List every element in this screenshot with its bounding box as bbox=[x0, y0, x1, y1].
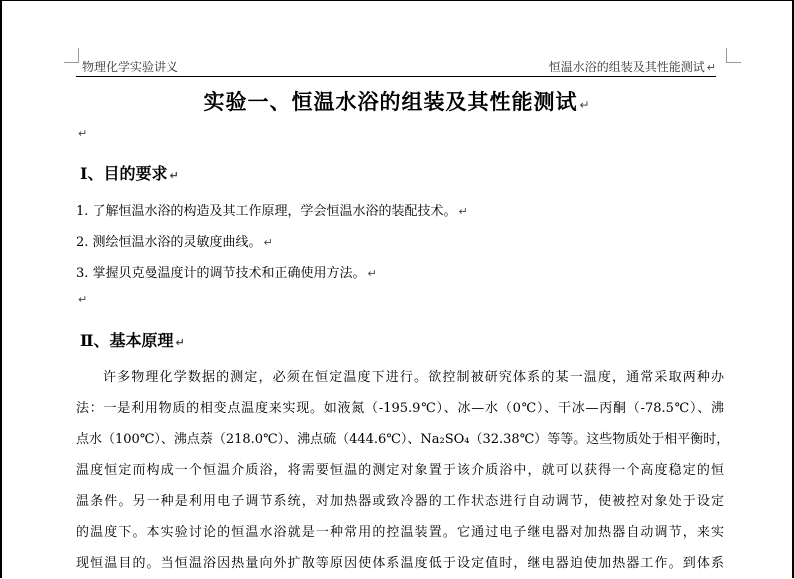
paragraph-mark: ↵ bbox=[78, 293, 88, 306]
section-heading-text: Ⅰ、目的要求 bbox=[80, 164, 168, 183]
document-title bbox=[0, 86, 794, 116]
page-border-top bbox=[0, 0, 794, 1]
paragraph-mark: ↵ bbox=[367, 267, 377, 280]
document-title-text: 实验一、恒温水浴的组装及其性能测试 bbox=[203, 89, 578, 114]
section-heading-text: Ⅱ、基本原理 bbox=[80, 331, 174, 350]
list-item-text: 1. 了解恒温水浴的构造及其工作原理，学会恒温水浴的装配技术。 bbox=[76, 204, 457, 219]
body-line: 法：一是利用物质的相变点温度来实现。如液氮（-195.9℃）、冰—水（0℃）、干冰—丙酮（-78.5℃）、沸 bbox=[76, 401, 724, 416]
header-left-text: 物理化学实验讲义 bbox=[82, 60, 179, 74]
paragraph-mark: ↵ bbox=[78, 127, 88, 140]
section-heading-principles bbox=[80, 328, 185, 351]
body-line: 点水（100℃）、沸点萘（218.0℃）、沸点硫（444.6℃）、Na₂SO₄（32.38℃）等等。这些物质处于相平衡时， bbox=[76, 432, 730, 447]
list-item bbox=[76, 231, 273, 250]
body-line: 的温度下。本实验讨论的恒温水浴就是一种常用的控温装置。它通过电子继电器对加热器自动调节，来实 bbox=[76, 525, 724, 540]
paragraph-mark: ↵ bbox=[175, 336, 185, 349]
list-item bbox=[76, 200, 468, 219]
header-right bbox=[549, 58, 716, 75]
body-line: 许多物理化学数据的测定，必须在恒定温度下进行。欲控制被研究体系的某一温度，通常采取两种办 bbox=[103, 370, 724, 385]
paragraph-mark: ↵ bbox=[579, 98, 591, 112]
paragraph-mark: ↵ bbox=[706, 61, 716, 74]
body-line: 温度恒定而构成一个恒温介质浴，将需要恒温的测定对象置于该介质浴中，就可以获得一个高度稳定的恒 bbox=[76, 463, 724, 478]
body-paragraph bbox=[76, 362, 730, 579]
list-item-text: 3. 掌握贝克曼温度计的调节技术和正确使用方法。 bbox=[76, 266, 366, 281]
list-item-text: 2. 测绘恒温水浴的灵敏度曲线。 bbox=[76, 235, 262, 250]
body-line: 现恒温目的。当恒温浴因热量向外扩散等原因使体系温度低于设定值时，继电器迫使加热器工作。到体系 bbox=[76, 556, 724, 571]
margin-corner-top-right bbox=[726, 48, 741, 63]
list-item bbox=[76, 262, 377, 281]
paragraph-mark: ↵ bbox=[263, 236, 273, 249]
paragraph-mark: ↵ bbox=[169, 169, 179, 182]
paragraph-mark: ↵ bbox=[458, 205, 468, 218]
header-right-text: 恒温水浴的组装及其性能测试 bbox=[548, 60, 705, 74]
section-heading-goals bbox=[80, 161, 179, 184]
empty-paragraph bbox=[76, 126, 87, 140]
empty-paragraph bbox=[76, 292, 87, 306]
page-header bbox=[76, 52, 716, 77]
body-line: 温条件。另一种是利用电子调节系统，对加热器或致冷器的工作状态进行自动调节，使被控对象处于设定 bbox=[76, 494, 724, 509]
